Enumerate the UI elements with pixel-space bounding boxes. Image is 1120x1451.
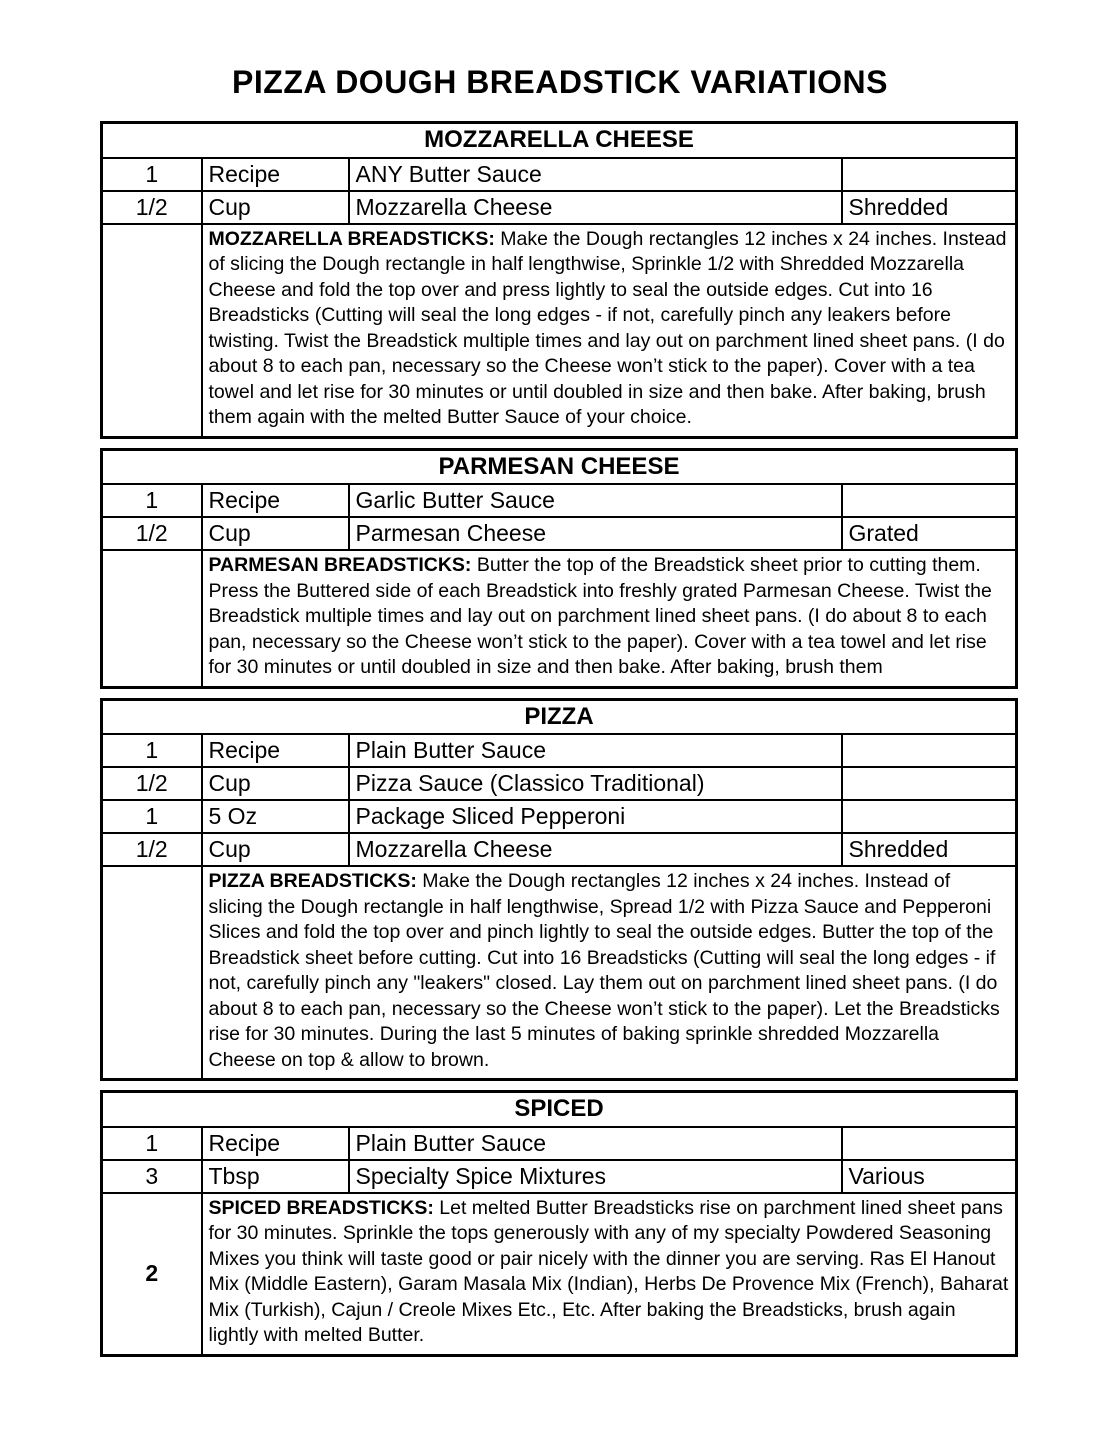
description-label: PARMESAN BREADSTICKS: <box>208 554 472 576</box>
note-cell <box>842 734 1017 767</box>
description-row <box>102 1193 1017 1356</box>
description-cell <box>202 224 1017 438</box>
note-cell <box>842 800 1017 833</box>
unit-cell: Cup <box>202 767 349 800</box>
unit-cell: Recipe <box>202 734 349 767</box>
ingredient-row <box>102 767 1017 800</box>
ingredient-row <box>102 158 1017 191</box>
ingredient-row <box>102 1160 1017 1193</box>
unit-cell: Tbsp <box>202 1160 349 1193</box>
qty-cell: 1/2 <box>102 833 202 866</box>
unit-cell: Cup <box>202 517 349 550</box>
description-label: MOZZARELLA BREADSTICKS: <box>208 227 495 250</box>
note-cell: Various <box>842 1160 1017 1193</box>
section-table-spiced <box>100 1090 1018 1357</box>
ingredient-cell: Parmesan Cheese <box>349 517 842 550</box>
note-cell <box>842 484 1017 517</box>
section-header: MOZZARELLA CHEESE <box>102 123 1017 158</box>
ingredient-row <box>102 191 1017 224</box>
description-qty-cell: 2 <box>102 1193 202 1356</box>
description-cell <box>202 866 1017 1080</box>
unit-cell: Recipe <box>202 1127 349 1160</box>
qty-cell: 1 <box>102 158 202 191</box>
note-cell: Shredded <box>842 191 1017 224</box>
unit-cell: Recipe <box>202 484 349 517</box>
ingredient-row <box>102 833 1017 866</box>
ingredient-row <box>102 800 1017 833</box>
note-cell <box>842 767 1017 800</box>
description-text: Let melted Butter Breadsticks rise on parchment lined sheet pans for 30 minutes. Sprinkle the tops generously with any of my specialty Powdered Seasoning Mixes you think will taste good or pair nicely with the dinner you are serving. Ras El Hanout Mix (Middle Eastern), Garam Masala Mix (Indian), Herbs De Provence Mix (French), Baharat Mix (Turkish), Cajun / Creole Mixes Etc., Etc. After baking the Breadsticks, brush again lightly with melted Butter. <box>208 1196 1009 1346</box>
note-cell <box>842 1127 1017 1160</box>
qty-cell: 1/2 <box>102 517 202 550</box>
note-cell <box>842 158 1017 191</box>
section-header: SPICED <box>102 1092 1017 1127</box>
recipe-tables-container <box>100 121 1015 1357</box>
unit-cell: Cup <box>202 833 349 866</box>
section-header: PARMESAN CHEESE <box>102 449 1017 484</box>
ingredient-cell: Mozzarella Cheese <box>349 833 842 866</box>
description-label: PIZZA BREADSTICKS: <box>208 870 417 892</box>
unit-cell: Recipe <box>202 158 349 191</box>
qty-cell: 3 <box>102 1160 202 1193</box>
section-header-row <box>102 1092 1017 1127</box>
ingredient-row <box>102 734 1017 767</box>
description-row <box>102 224 1017 438</box>
ingredient-cell: Specialty Spice Mixtures <box>349 1160 842 1193</box>
description-cell <box>202 550 1017 687</box>
note-cell: Shredded <box>842 833 1017 866</box>
description-cell <box>202 1193 1017 1356</box>
unit-cell: Cup <box>202 191 349 224</box>
description-row <box>102 866 1017 1080</box>
section-table-parmesan <box>100 448 1018 689</box>
qty-cell: 1 <box>102 800 202 833</box>
ingredient-cell: Mozzarella Cheese <box>349 191 842 224</box>
section-header-row <box>102 123 1017 158</box>
ingredient-row <box>102 1127 1017 1160</box>
description-text: Make the Dough rectangles 12 inches x 24 inches. Instead of slicing the Dough rectangle in half lengthwise, Spread 1/2 with Pizza Sauce and Pepperoni Slices and fold the top over and pinch lightly to seal the outside edges. Butter the top of the Breadstick sheet before cutting. Cut into 16 Breadsticks (Cutting will seal the long edges - if not, carefully pinch any "leakers" closed. Lay them out on parchment lined sheet pans. (I do about 8 to each pan, necessary so the Cheese won’t stick to the paper). Let the Breadsticks rise for 30 minutes. During the last 5 minutes of baking sprinkle shredded Mozzarella Cheese on top & allow to brown. <box>208 870 1000 1071</box>
section-table-pizza <box>100 698 1018 1082</box>
section-table-mozzarella <box>100 121 1018 439</box>
ingredient-row <box>102 484 1017 517</box>
ingredient-cell: ANY Butter Sauce <box>349 158 842 191</box>
document-title: PIZZA DOUGH BREADSTICK VARIATIONS <box>232 64 888 100</box>
ingredient-cell: Plain Butter Sauce <box>349 1127 842 1160</box>
description-qty-cell <box>102 224 202 438</box>
description-text: Make the Dough rectangles 12 inches x 24 inches. Instead of slicing the Dough rectangle in half lengthwise, Sprinkle 1/2 with Shredded Mozzarella Cheese and fold the top over and press lightly to seal the outside edges. Cut into 16 Breadsticks (Cutting will seal the long edges - if not, carefully pinch any leakers before twisting. Twist the Breadstick multiple times and lay out on parchment lined sheet pans. (I do about 8 to each pan, necessary so the Cheese won’t stick to the paper). Cover with a tea towel and let rise for 30 minutes or until doubled in size and then bake. After baking, brush them again with the melted Butter Sauce of your choice. <box>208 227 1007 428</box>
unit-cell: 5 Oz <box>202 800 349 833</box>
qty-cell: 1 <box>102 734 202 767</box>
qty-cell: 1 <box>102 484 202 517</box>
qty-cell: 1/2 <box>102 767 202 800</box>
ingredient-cell: Garlic Butter Sauce <box>349 484 842 517</box>
description-label: SPICED BREADSTICKS: <box>208 1196 434 1219</box>
description-text: Butter the top of the Breadstick sheet prior to cutting them. Press the Buttered side of each Breadstick into freshly grated Parmesan Cheese. Twist the Breadstick multiple times and lay out on parchment lined sheet pans. (I do about 8 to each pan, necessary so the Cheese won’t stick to the paper). Cover with a tea towel and let rise for 30 minutes or until doubled in size and then bake. After baking, brush them <box>208 554 992 678</box>
ingredient-cell: Plain Butter Sauce <box>349 734 842 767</box>
note-cell: Grated <box>842 517 1017 550</box>
section-header-row <box>102 699 1017 734</box>
section-header: PIZZA <box>102 699 1017 734</box>
description-row <box>102 550 1017 687</box>
qty-cell: 1 <box>102 1127 202 1160</box>
ingredient-row <box>102 517 1017 550</box>
description-qty-cell <box>102 866 202 1080</box>
description-qty-cell <box>102 550 202 687</box>
qty-cell: 1/2 <box>102 191 202 224</box>
ingredient-cell: Pizza Sauce (Classico Traditional) <box>349 767 842 800</box>
section-header-row <box>102 449 1017 484</box>
ingredient-cell: Package Sliced Pepperoni <box>349 800 842 833</box>
